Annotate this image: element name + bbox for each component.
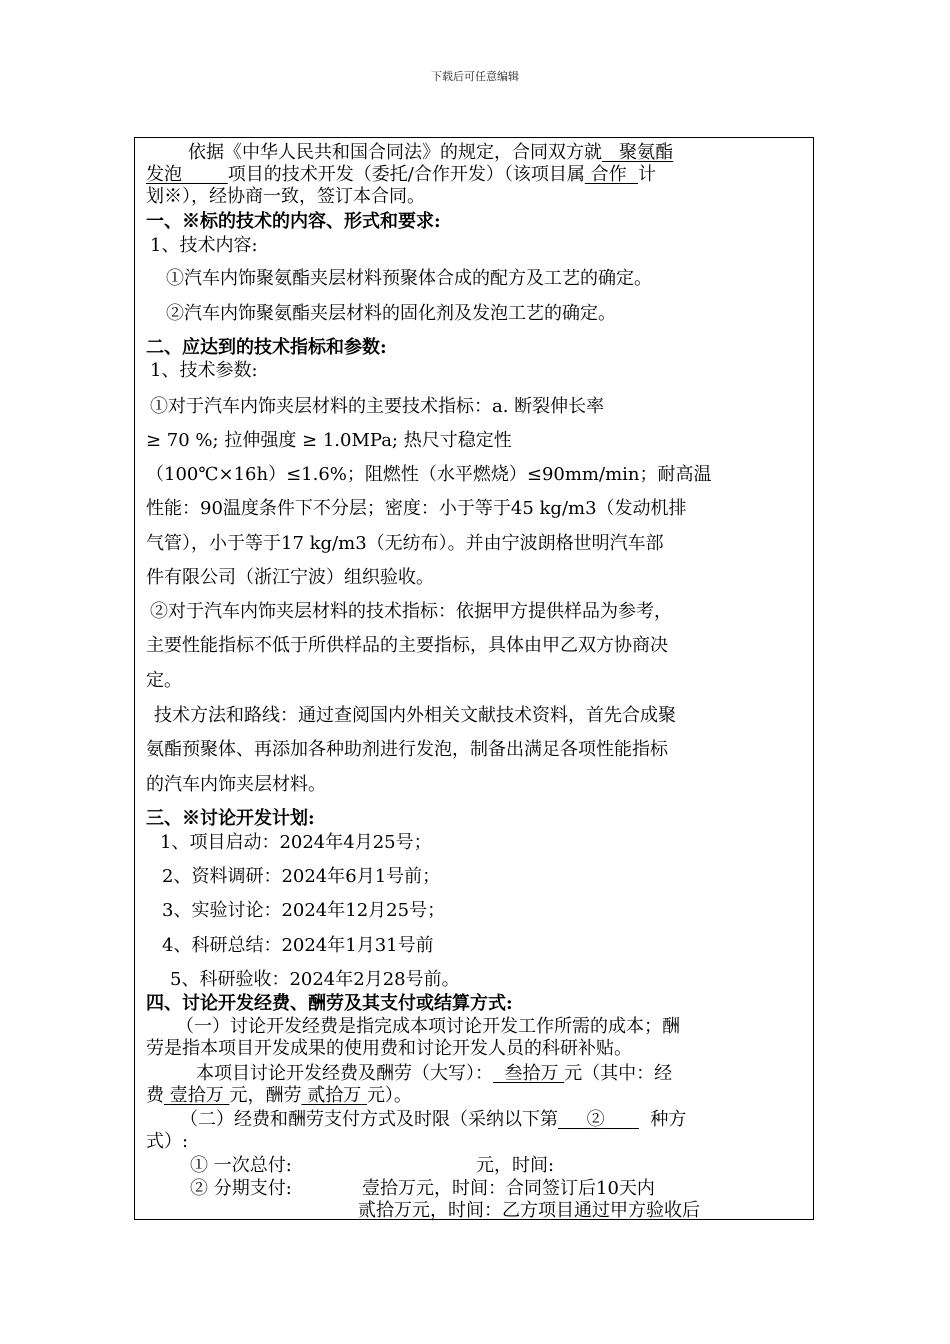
plan-item: 4、科研总结：2024年1月31号前 [162,935,434,956]
method-line-1: 技术方法和路线：通过查阅国内外相关文献技术资料，首先合成聚 [154,705,676,726]
fee-line-4: 费 壹拾万 元，酬劳 贰拾万 元）。 [146,1085,412,1106]
fee-line-1: （一）讨论开发经费是指完成本项讨论开发工作所需的成本；酬 [176,1016,680,1037]
plan-item: 2、资料调研：2024年6月1号前； [162,866,441,887]
section-4-heading: 四、讨论开发经费、酬劳及其支付或结算方式: [146,993,513,1014]
section-1-heading: 一、※标的技术的内容、形式和要求: [146,211,441,232]
payment-line-2: 式）: [146,1131,189,1152]
param-line-6: 件有限公司（浙江宁波）组织验收。 [146,567,434,588]
section-1-sub: 1、技术内容: [150,235,258,256]
param-line-1: ①对于汽车内饰夹层材料的主要技术指标：a. 断裂伸长率 [150,396,605,417]
remuneration-field: 贰拾万 [307,1085,362,1106]
param2-line-2: 主要性能指标不低于所供样品的主要指标，具体由甲乙双方协商决 [146,635,668,656]
method-line-2: 氨酯预聚体、再添加各种助剂进行发泡，制备出满足各项性能指标 [146,739,668,760]
intro-text: 依据《中华人民共和国合同法》的规定，合同双方就 [188,142,602,163]
param2-line-3: 定。 [146,670,182,691]
method-line-3: 的汽车内饰夹层材料。 [146,774,326,795]
plan-item: 5、科研验收：2024年2月28号前。 [170,969,460,990]
payment-installment-label: ② 分期支付: [190,1178,292,1199]
fee-line-2: 劳是指本项目开发成果的使用费和讨论开发人员的科研补贴。 [146,1038,632,1059]
param2-line-1: ②对于汽车内饰夹层材料的技术指标：依据甲方提供样品为参考， [150,601,672,622]
plan-item: 3、实验讨论：2024年12月25号； [162,900,446,921]
section-1-item-1: ①汽车内饰聚氨酯夹层材料预聚体合成的配方及工艺的确定。 [166,268,652,289]
payment-line-1: （二）经费和酬劳支付方式及时限（采纳以下第 ② 种方 [180,1109,687,1130]
param-line-2: ≥ 70 %; 拉伸强度 ≥ 1.0MPa; 热尺寸稳定性 [146,430,512,451]
total-fee-field: 叁拾万 [504,1063,559,1084]
intro-line-1 [188,144,673,162]
payment-method-field: ② [586,1109,605,1130]
payment-once-label: ① 一次总付: [190,1155,292,1176]
fee-line-3: 本项目讨论开发经费及酬劳（大写）： 叁拾万 元（其中：经 [196,1063,673,1084]
payment-once-time: 元，时间: [476,1155,555,1176]
param-line-3: （100℃×16h）≤1.6%；阻燃性（水平燃烧）≤90mm/min；耐高温 [146,464,712,485]
project-name-field-cont: 发泡 [146,164,182,185]
intro-line-3: 划※），经协商一致，签订本合同。 [146,186,425,207]
section-2-heading: 二、应达到的技术指标和参数: [146,337,387,358]
expense-field: 壹拾万 [169,1085,224,1106]
page-header: 下载后可任意编辑 [431,70,519,83]
param-line-5: 气管），小于等于17 kg/m3（无纺布）。并由宁波朗格世明汽车部 [146,533,664,554]
param-line-4: 性能：90温度条件下不分层；密度：小于等于45 kg/m3（发动机排 [146,498,687,519]
intro-line-2: 发泡 项目的技术开发（委托/合作开发）（该项目属 合作 计 [146,164,657,185]
section-2-sub: 1、技术参数: [150,360,258,381]
payment-installment-2: 贰拾万元，时间：乙方项目通过甲方验收后 [358,1200,700,1221]
section-1-item-2: ②汽车内饰聚氨酯夹层材料的固化剂及发泡工艺的确定。 [166,303,616,324]
plan-item: 1、项目启动：2024年4月25号； [160,832,432,853]
project-type-field: 合作 [590,164,627,185]
payment-installment-1: 壹拾万元，时间：合同签订后10天内 [362,1178,655,1199]
section-3-heading: 三、※讨论开发计划: [146,808,315,829]
project-name-field: 聚氨酯 [619,142,674,163]
